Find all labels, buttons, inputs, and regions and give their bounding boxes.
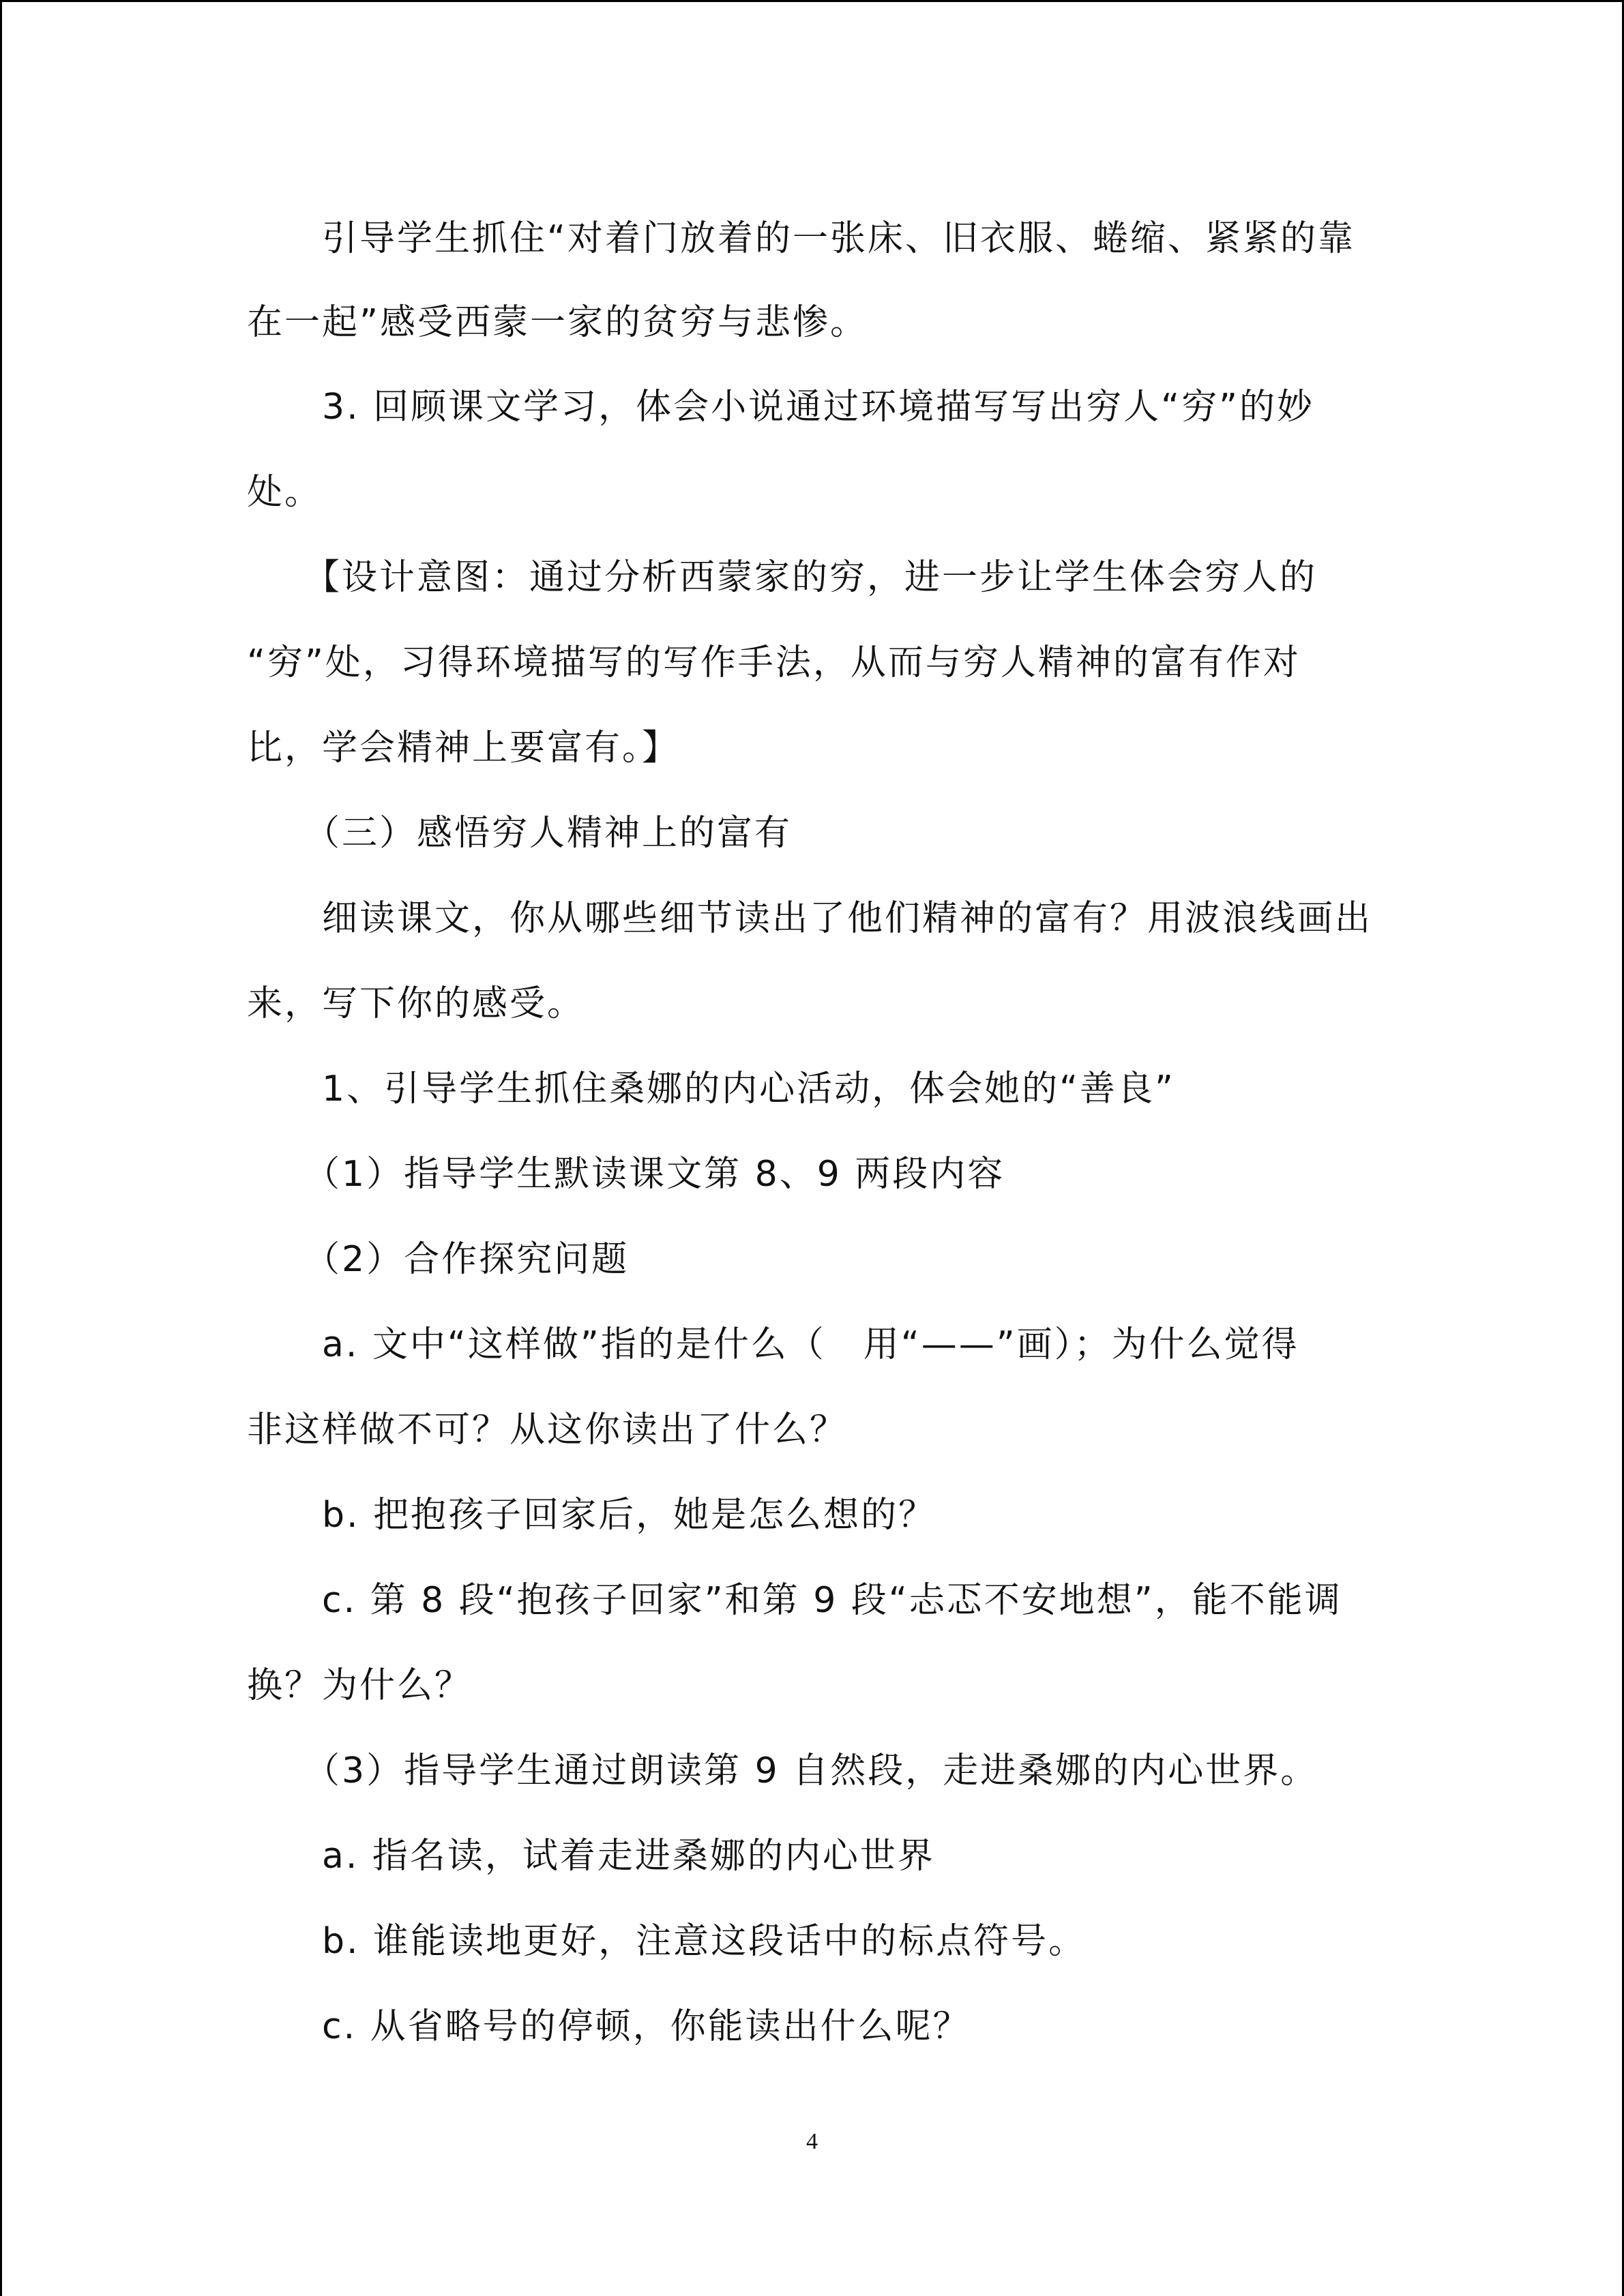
page-border-left	[0, 0, 2, 2296]
paragraph-line: 引导学生抓住“对着门放着的一张床、旧衣服、蜷缩、紧紧的靠	[247, 218, 1355, 259]
paragraph-line: 比，学会精神上要富有。】	[247, 728, 680, 769]
paragraph-line: b. 谁能读地更好，注意这段话中的标点符号。	[247, 1921, 1087, 1962]
paragraph-line: 换？为什么？	[247, 1665, 473, 1706]
paragraph-line: （1）指导学生默读课文第 8、9 两段内容	[247, 1154, 1005, 1195]
paragraph-line: c. 第 8 段“抱孩子回家”和第 9 段“忐忑不安地想”，能不能调	[247, 1580, 1342, 1621]
section-heading: （三）感悟穷人精神上的富有	[247, 813, 793, 854]
paragraph-line: 细读课文，你从哪些细节读出了他们精神的富有？用波浪线画出	[247, 898, 1373, 939]
paragraph-line: a. 指名读，试着走进桑娜的内心世界	[247, 1836, 935, 1877]
page-border-top	[0, 0, 1624, 2]
paragraph-line: a. 文中“这样做”指的是什么（ 用“——”画）；为什么觉得	[247, 1324, 1299, 1365]
paragraph-line: “穷”处，习得环境描写的写作手法，从而与穷人精神的富有作对	[247, 642, 1301, 683]
paragraph-line: b. 把抱孩子回家后，她是怎么想的？	[247, 1495, 936, 1536]
paragraph-line: 处。	[247, 472, 323, 513]
paragraph-line: 非这样做不可？从这你读出了什么？	[247, 1410, 848, 1450]
paragraph-line: （3）指导学生通过朗读第 9 自然段，走进桑娜的内心世界。	[247, 1750, 1318, 1791]
paragraph-line: 1、引导学生抓住桑娜的内心活动，体会她的“善良”	[247, 1069, 1175, 1109]
page-number: 4	[806, 2129, 818, 2154]
paragraph-line: （2）合作探究问题	[247, 1239, 630, 1280]
paragraph-line: 【设计意图：通过分析西蒙家的穷，进一步让学生体会穷人的	[247, 557, 1318, 598]
paragraph-line: 在一起”感受西蒙一家的贫穷与悲惨。	[247, 302, 868, 343]
paragraph-line: c. 从省略号的停顿，你能读出什么呢？	[247, 2006, 971, 2047]
paragraph-line: 来，写下你的感受。	[247, 983, 585, 1024]
paragraph-line: 3. 回顾课文学习，体会小说通过环境描写写出穷人“穷”的妙	[247, 387, 1315, 428]
